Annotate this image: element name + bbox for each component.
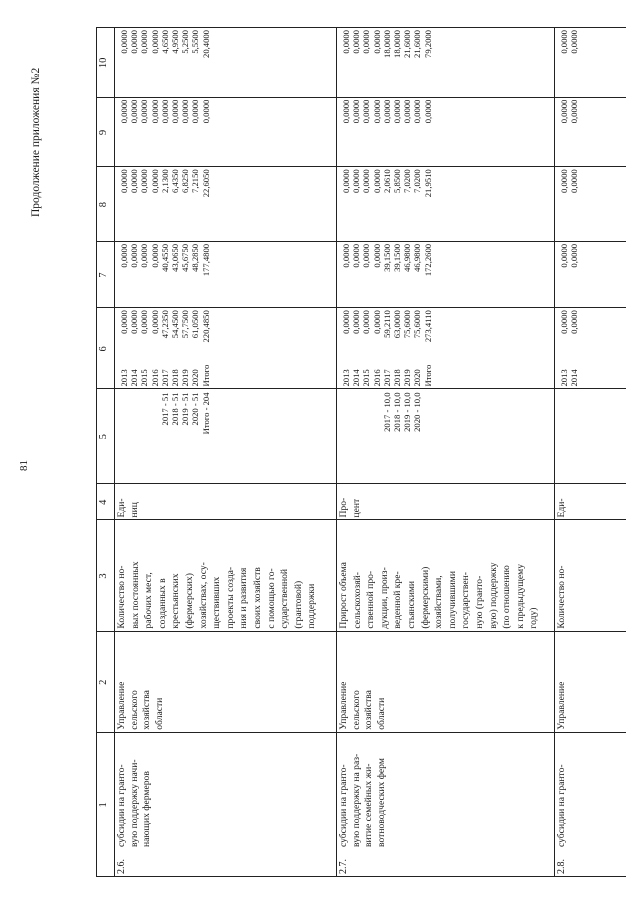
row-name-line: субсидии на гранто-	[338, 764, 349, 847]
year-label: 2013	[119, 369, 129, 387]
table-rule	[96, 27, 626, 28]
indicator-line: Прирост объема	[338, 562, 349, 629]
indicator-line: (грантовой)	[292, 580, 304, 629]
value-col8: 0,0000	[129, 169, 140, 193]
target-value: 2019 - 51	[180, 392, 191, 426]
table-rule	[96, 631, 626, 632]
indicator-line: (фермерских)	[184, 573, 195, 629]
target-value: 2017 - 10,0	[381, 392, 392, 432]
value-col7: 0,0000	[361, 243, 372, 268]
value-col6: 61,0500	[190, 310, 201, 339]
value-col6: 0,0000	[371, 310, 382, 334]
year-label: 2013	[559, 369, 569, 387]
value-col8: 7,0200	[412, 169, 423, 193]
value-col8: 0,0000	[119, 169, 129, 193]
year-label: 2018	[392, 369, 402, 387]
value-col6: 0,0000	[149, 310, 160, 334]
value-col9: 0,0000	[119, 99, 129, 124]
value-col9: 0,0000	[180, 99, 191, 124]
value-col8: 7,2150	[190, 169, 201, 193]
value-col10: 0,0000	[351, 30, 362, 54]
value-col9: 0,0000	[422, 99, 433, 124]
indicator-line: проекты созда-	[224, 566, 236, 629]
column-header-8: 8	[98, 202, 109, 208]
year-label: 2014	[351, 369, 362, 387]
value-col10: 0,0000	[119, 30, 129, 54]
year-label: 2015	[139, 369, 150, 387]
value-col10: 0,0000	[559, 30, 569, 54]
target-value: 2020 - 51	[190, 392, 201, 426]
column-header-10: 10	[98, 57, 109, 69]
value-col10: 0,0000	[341, 30, 351, 54]
executor-line: Управление	[116, 681, 127, 730]
value-col6: 0,0000	[129, 310, 140, 334]
value-col6: 57,7500	[180, 310, 191, 339]
value-col9: 0,0000	[129, 99, 140, 124]
value-col9: 0,0000	[190, 99, 201, 124]
value-col10: 18,0000	[381, 30, 392, 58]
value-col8: 0,0000	[351, 169, 362, 193]
value-col7: 0,0000	[149, 243, 160, 268]
unit-line: Еди-	[116, 498, 127, 518]
value-col8: 2,0610	[381, 169, 392, 193]
value-col6: 59,2110	[381, 310, 392, 338]
value-col8: 22,6050	[200, 169, 211, 198]
target-value: 2018 - 51	[170, 392, 180, 426]
value-col6: 220,4850	[200, 310, 211, 343]
value-col9: 0,0000	[341, 99, 351, 124]
value-col7: 0,0000	[341, 243, 351, 268]
value-col7: 39,1500	[392, 243, 402, 272]
value-col7: 0,0000	[371, 243, 382, 268]
table-rule	[96, 389, 626, 390]
value-col7: 0,0000	[559, 243, 569, 268]
value-col9: 0,0000	[569, 99, 580, 124]
column-header-6: 6	[98, 346, 109, 352]
value-col10: 5,2500	[180, 30, 191, 54]
value-col10: 0,0000	[371, 30, 382, 54]
value-col6: 54,4500	[170, 310, 180, 339]
indicator-line: ния и развития	[238, 567, 250, 629]
target-value: 2017 - 51	[159, 392, 170, 426]
value-col6: 0,0000	[351, 310, 362, 334]
indicator-line: вых постоянных	[129, 561, 141, 629]
value-col6: 0,0000	[559, 310, 569, 334]
column-header-4: 4	[98, 499, 109, 505]
indicator-line: ную (гранто-	[474, 575, 485, 629]
value-col9: 0,0000	[392, 99, 402, 124]
year-label: 2013	[341, 369, 351, 387]
value-col8: 0,0000	[569, 169, 580, 193]
value-col9: 0,0000	[159, 99, 170, 124]
row-name-line: субсидии на гранто-	[556, 764, 567, 847]
value-col6: 47,2350	[159, 310, 170, 339]
value-col9: 0,0000	[412, 99, 423, 124]
value-col10: 18,0000	[392, 30, 402, 58]
value-col7: 39,1500	[381, 243, 392, 272]
year-label: 2019	[402, 369, 413, 387]
value-col9: 0,0000	[351, 99, 362, 124]
value-col10: 21,6000	[402, 30, 413, 58]
indicator-line: государствен-	[460, 572, 472, 629]
indicator-line: хозяйствах, осу-	[197, 562, 209, 629]
target-value: Итого - 204	[200, 392, 211, 435]
column-header-2: 2	[98, 679, 109, 685]
indicator-line: рабочих мест,	[143, 572, 155, 629]
value-col8: 6,4350	[170, 169, 180, 193]
table-rule	[96, 241, 626, 242]
value-col9: 0,0000	[402, 99, 413, 124]
executor-line: области	[375, 697, 387, 730]
executor-line: хозяйства	[141, 690, 152, 730]
value-col10: 4,9500	[170, 30, 180, 54]
year-label: 2014	[569, 369, 580, 387]
year-label: Итого	[200, 364, 211, 387]
table-rule	[96, 520, 626, 521]
value-col7: 46,9800	[412, 243, 423, 272]
indicator-line: стьянскими	[406, 580, 417, 629]
year-label: 2018	[170, 369, 180, 387]
column-header-3: 3	[98, 573, 109, 579]
executor-line: хозяйства	[363, 690, 374, 730]
table-rule	[96, 166, 626, 167]
column-header-5: 5	[98, 434, 109, 440]
value-col9: 0,0000	[149, 99, 160, 124]
value-col6: 75,6000	[402, 310, 413, 339]
value-col10: 20,4000	[200, 30, 211, 58]
indicator-line: году)	[528, 607, 540, 629]
row-name-line: субсидии на гранто-	[116, 764, 127, 847]
value-col9: 0,0000	[200, 99, 211, 124]
year-label: 2016	[371, 369, 382, 387]
value-col9: 0,0000	[139, 99, 150, 124]
year-label: 2020	[190, 369, 201, 387]
value-col7: 0,0000	[139, 243, 150, 268]
value-col7: 0,0000	[569, 243, 580, 268]
indicator-line: с помощью го-	[265, 568, 277, 629]
target-value: 2019 - 10,0	[402, 392, 413, 432]
indicator-line: (фермерскими)	[419, 566, 431, 629]
value-col10: 0,0000	[139, 30, 150, 54]
row-number: 2.7.	[338, 859, 349, 874]
value-col10: 0,0000	[569, 30, 580, 54]
value-col8: 0,0000	[139, 169, 150, 193]
table-rule	[336, 28, 337, 877]
indicator-line: сельскохозяй-	[351, 572, 363, 629]
table-rule	[96, 483, 626, 484]
row-name-line: вую поддержку на раз-	[350, 753, 362, 847]
indicator-line: вую) поддержку	[487, 562, 499, 629]
value-col6: 0,0000	[341, 310, 351, 334]
year-label: 2020	[412, 369, 423, 387]
value-col8: 2,1300	[159, 169, 170, 193]
row-number: 2.8.	[556, 859, 567, 874]
value-col9: 0,0000	[559, 99, 569, 124]
value-col7: 48,2850	[190, 243, 201, 272]
year-label: 2017	[381, 369, 392, 387]
value-col7: 40,4550	[159, 243, 170, 272]
value-col7: 172,2600	[422, 243, 433, 277]
row-name-line: вую поддержку начи-	[128, 759, 140, 847]
table-rule	[114, 28, 115, 877]
value-col7: 45,6750	[180, 243, 191, 272]
value-col10: 0,0000	[129, 30, 140, 54]
value-col8: 0,0000	[149, 169, 160, 193]
unit-line: Еди-	[556, 498, 567, 518]
value-col8: 7,0200	[402, 169, 413, 193]
value-col10: 21,6000	[412, 30, 423, 58]
value-col6: 0,0000	[569, 310, 580, 334]
row-number: 2.6.	[116, 859, 127, 874]
row-name-line: вотноводческих ферм	[375, 758, 387, 847]
value-col10: 0,0000	[361, 30, 372, 54]
value-col9: 0,0000	[381, 99, 392, 124]
value-col6: 273,4110	[422, 310, 433, 343]
value-col6: 0,0000	[119, 310, 129, 334]
executor-line: сельского	[350, 690, 362, 730]
value-col6: 75,6000	[412, 310, 423, 339]
unit-line: цент	[350, 498, 362, 518]
indicator-line: хозяйствами,	[433, 575, 445, 629]
table-rule	[554, 28, 555, 877]
unit-line: ниц	[128, 502, 140, 518]
table-rule	[96, 97, 626, 98]
value-col8: 0,0000	[559, 169, 569, 193]
indicator-line: веденной кре-	[392, 571, 404, 629]
year-label: Итого	[422, 364, 433, 387]
column-header-1: 1	[98, 802, 109, 808]
page-number: 81	[18, 460, 30, 471]
executor-line: Управление	[556, 681, 567, 730]
value-col10: 5,5500	[190, 30, 201, 54]
year-label: 2016	[149, 369, 160, 387]
value-col8: 0,0000	[341, 169, 351, 193]
value-col10: 4,6500	[159, 30, 170, 54]
indicator-line: созданных в	[156, 578, 168, 629]
value-col7: 177,4800	[200, 243, 211, 277]
value-col7: 0,0000	[351, 243, 362, 268]
indicator-line: своих хозяйств	[252, 567, 263, 629]
value-col8: 0,0000	[371, 169, 382, 193]
value-col6: 0,0000	[139, 310, 150, 334]
row-name-line: витие семейных жи-	[363, 763, 374, 847]
executor-line: Управление	[338, 681, 349, 730]
table-rule	[96, 28, 97, 877]
target-value: 2018 - 10,0	[392, 392, 402, 432]
indicator-line: получившими	[446, 570, 458, 629]
value-col7: 46,9800	[402, 243, 413, 272]
value-col6: 63,0000	[392, 310, 402, 339]
row-name-line: нающих фермеров	[141, 771, 152, 847]
indicator-line: Количество но-	[116, 565, 127, 629]
value-col9: 0,0000	[361, 99, 372, 124]
table-rule	[96, 732, 626, 733]
table-rule	[96, 876, 626, 877]
indicator-line: ществивших	[211, 576, 223, 629]
year-label: 2017	[159, 369, 170, 387]
indicator-line: ственной про-	[365, 570, 377, 629]
year-label: 2014	[129, 369, 140, 387]
column-header-9: 9	[98, 129, 109, 136]
value-col9: 0,0000	[170, 99, 180, 124]
value-col10: 0,0000	[149, 30, 160, 54]
year-label: 2019	[180, 369, 191, 387]
value-col7: 43,0650	[170, 243, 180, 272]
indicator-line: дукции, произ-	[378, 567, 390, 629]
executor-line: сельского	[128, 690, 140, 730]
value-col8: 21,9510	[422, 169, 433, 198]
column-header-7: 7	[98, 272, 109, 278]
indicator-line: к предыдущему	[514, 563, 526, 629]
continuation-title: Продолжение приложения №2	[30, 67, 42, 217]
value-col8: 6,8250	[180, 169, 191, 193]
value-col9: 0,0000	[371, 99, 382, 124]
value-col7: 0,0000	[119, 243, 129, 268]
target-value: 2020 - 10,0	[412, 392, 423, 432]
value-col8: 0,0000	[361, 169, 372, 193]
value-col10: 79,2000	[422, 30, 433, 58]
executor-line: области	[153, 697, 165, 730]
indicator-line: Количество но-	[556, 565, 567, 629]
value-col7: 0,0000	[129, 243, 140, 268]
unit-line: Про-	[338, 497, 349, 518]
indicator-line: (по отношению	[501, 565, 513, 629]
indicator-line: сударственной	[279, 568, 291, 629]
indicator-line: поддержки	[306, 583, 318, 629]
value-col8: 5,8500	[392, 169, 402, 193]
value-col6: 0,0000	[361, 310, 372, 334]
table-rule	[96, 307, 626, 308]
indicator-line: крестьянских	[170, 573, 182, 629]
year-label: 2015	[361, 369, 372, 387]
